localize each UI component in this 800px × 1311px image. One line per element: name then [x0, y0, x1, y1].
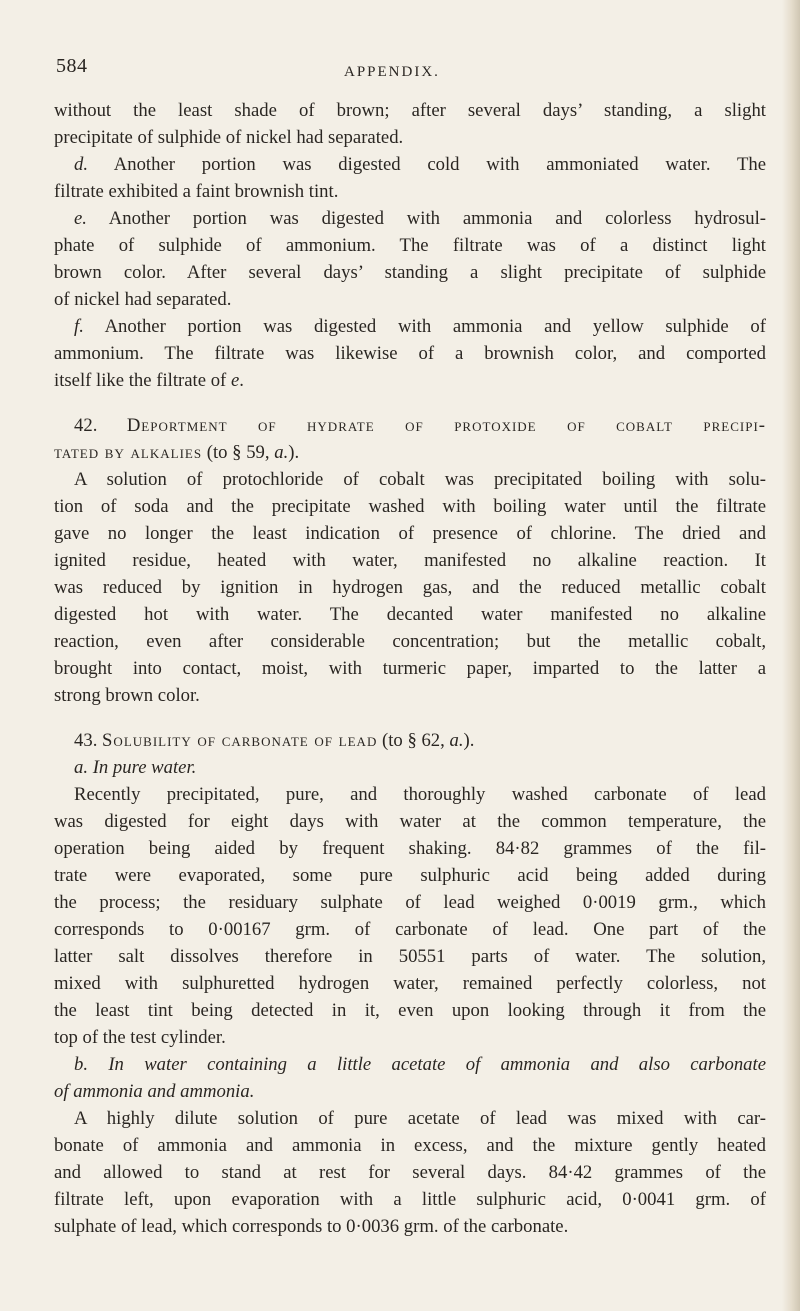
text-line: and allowed to stand at rest for several days. 84·42 grammes of the	[54, 1162, 766, 1183]
subsection-a-title: a. In pure water.	[74, 757, 197, 778]
section-number: 43.	[74, 730, 98, 751]
text-run: Another portion was digested with ammonia and colorless hydrosul-	[108, 208, 766, 229]
subsection-b-title-cont: of ammonia and ammonia.	[54, 1081, 255, 1102]
text-line: phate of sulphide of ammonium. The filtrate was of a distinct light	[54, 235, 766, 256]
text-line: was reduced by ignition in hydrogen gas, and the reduced metallic cobalt	[54, 577, 766, 598]
item-label: f.	[74, 316, 84, 337]
section-heading-43: 43. Solubility of carbonate of lead (to § 62, a.).	[74, 730, 475, 751]
text-line: filtrate left, upon evaporation with a little sulphuric acid, 0·0041 grm. of	[54, 1189, 766, 1210]
section-heading-42-cont: tated by alkalies (to § 59, a.).	[54, 442, 300, 463]
text-line: reaction, even after considerable concentration; but the metallic cobalt,	[54, 631, 766, 652]
text-line: of nickel had separated.	[54, 289, 232, 310]
paragraph-f	[54, 313, 766, 340]
text-run: Another portion was digested cold with ammoniated water. The	[113, 154, 766, 175]
text-line: precipitate of sulphide of nickel had separated.	[54, 127, 404, 148]
body-text	[54, 97, 766, 1240]
text-line: bonate of ammonia and ammonia in excess, and the mixture gently heated	[54, 1135, 766, 1156]
text-line: brought into contact, moist, with turmeric paper, imparted to the latter a	[54, 658, 766, 679]
item-label: e.	[74, 208, 87, 229]
text-run: Another portion was digested with ammonia and yellow sulphide of	[104, 316, 766, 337]
text-line: brown color. After several days’ standing a slight precipitate of sulphide	[54, 262, 766, 283]
text-line: A solution of protochloride of cobalt was precipitated boiling with solu-	[74, 469, 766, 490]
section-title: Solubility of carbonate of lead	[102, 730, 378, 751]
text-line: sulphate of lead, which corresponds to 0·0036 grm. of the carbonate.	[54, 1216, 569, 1237]
text-line: corresponds to 0·00167 grm. of carbonate of lead. One part of the	[54, 919, 766, 940]
subsection-b-title: b. In water containing a little acetate of ammonia and also carbonate	[74, 1054, 766, 1075]
text-line: ammonium. The filtrate was likewise of a brownish color, and comported	[54, 343, 766, 364]
text-line: gave no longer the least indication of presence of chlorine. The dried and	[54, 523, 766, 544]
page-edge-shadow	[782, 0, 800, 1311]
page-number: 584	[56, 55, 88, 77]
text-line: tion of soda and the precipitate washed with boiling water until the filtrate	[54, 496, 766, 517]
text-line: ignited residue, heated with water, manifested no alkaline reaction. It	[54, 550, 766, 571]
text-line: latter salt dissolves therefore in 50551 parts of water. The solution,	[54, 946, 766, 967]
text-line: the process; the residuary sulphate of lead weighed 0·0019 grm., which	[54, 892, 766, 913]
text-line: trate were evaporated, some pure sulphuric acid being added during	[54, 865, 766, 886]
text-line: strong brown color.	[54, 685, 200, 706]
cross-reference: e	[230, 370, 240, 391]
item-label: d.	[74, 154, 89, 175]
text-line: filtrate exhibited a faint brownish tint.	[54, 181, 339, 202]
text-line: A highly dilute solution of pure acetate of lead was mixed with car-	[74, 1108, 766, 1129]
text-line: operation being aided by frequent shaking. 84·82 grammes of the fil-	[54, 838, 766, 859]
text-line: mixed with sulphuretted hydrogen water, remained perfectly colorless, not	[54, 973, 766, 994]
text-line: top of the test cylinder.	[54, 1027, 226, 1048]
text-line: itself like the filtrate of e.	[54, 370, 244, 391]
paragraph-e	[54, 205, 766, 232]
text-line: digested hot with water. The decanted water manifested no alkaline	[54, 604, 766, 625]
paragraph-d	[54, 151, 766, 178]
text-line: without the least shade of brown; after several days’ standing, a slight	[54, 100, 766, 121]
section-heading-42	[54, 412, 766, 439]
text-line: Recently precipitated, pure, and thoroughly washed carbonate of lead	[74, 784, 766, 805]
text-line: was digested for eight days with water at the common temperature, the	[54, 811, 766, 832]
section-number: 42.	[74, 415, 98, 436]
running-head: APPENDIX.	[344, 64, 440, 80]
text-line: the least tint being detected in it, even upon looking through it from the	[54, 1000, 766, 1021]
section-title: Deportment of hydrate of protoxide of cobalt precipi-	[126, 415, 766, 436]
